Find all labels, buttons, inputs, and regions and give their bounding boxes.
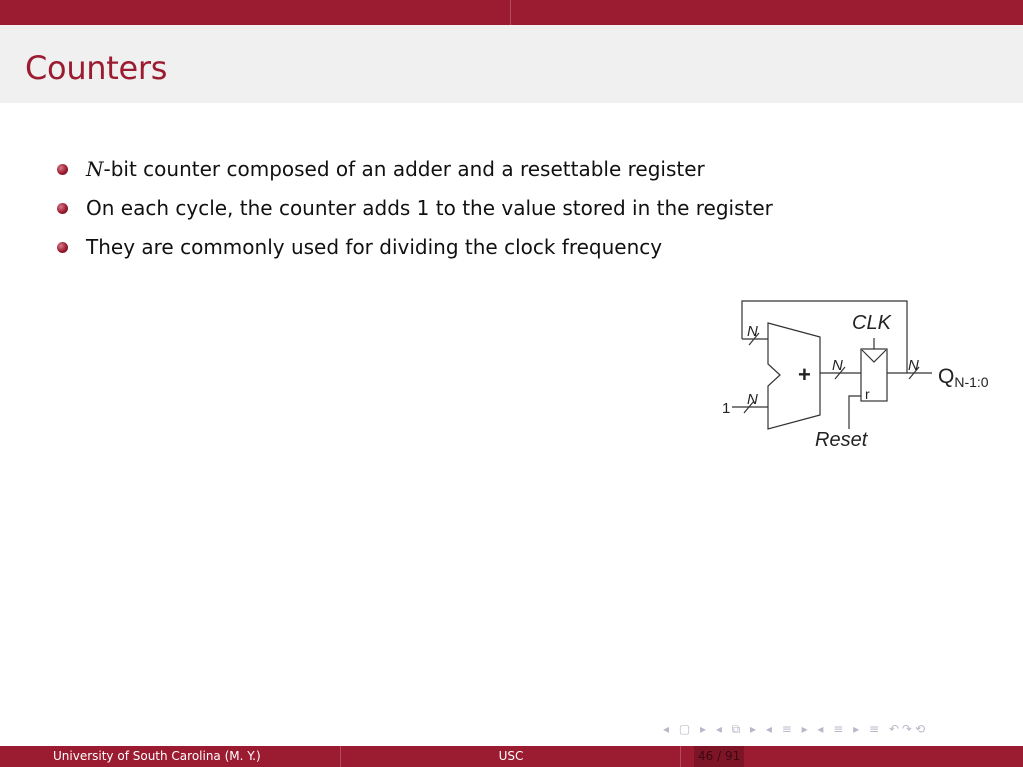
title-bar (0, 25, 1023, 103)
bullet-item (56, 230, 773, 269)
output-label-main: Q (938, 365, 955, 388)
footer-institution: University of South Carolina (M. Y.) (53, 749, 261, 763)
bus-width-label: N (908, 357, 919, 374)
bullet-list (56, 152, 773, 269)
footer-bar (0, 746, 1023, 767)
slide-title: Counters (25, 49, 168, 87)
bullet-text: -bit counter composed of an adder and a resettable register (103, 157, 705, 181)
page-number-wrap (681, 746, 744, 767)
reset-wire (849, 396, 861, 429)
constant-input-label: 1 (722, 400, 731, 417)
bullet-text: On each cycle, the counter adds 1 to the value stored in the register (86, 196, 773, 220)
page-number: 46 / 91 (694, 746, 744, 767)
header-divider (510, 0, 511, 25)
bus-width-label: N (747, 391, 758, 408)
bullet-text: They are commonly used for dividing the clock frequency (86, 235, 663, 259)
footer-short-title: USC (340, 746, 681, 767)
bullet-item (56, 191, 773, 230)
header-bar (0, 0, 1023, 25)
bullet-icon (57, 164, 68, 175)
clk-label: CLK (852, 312, 891, 334)
bus-width-label: N (832, 357, 843, 374)
math-variable: N (86, 157, 104, 181)
adder-plus-symbol: + (798, 362, 811, 387)
navigation-controls[interactable]: ◂ ▢ ▸ ◂ ⧉ ▸ ◂ ≡ ▸ ◂ ≡ ▸ ≡ ↶↷⟲ (663, 722, 929, 736)
bullet-icon (57, 203, 68, 214)
bullet-icon (57, 242, 68, 253)
bus-width-label: N (747, 323, 758, 340)
reset-label: Reset (815, 429, 868, 451)
output-label-subscript: N-1:0 (954, 374, 989, 390)
reset-pin-label: r (865, 386, 870, 402)
footer-page-area (680, 746, 1023, 767)
output-label (938, 365, 989, 390)
bullet-item (56, 152, 773, 191)
adder-block (768, 323, 820, 429)
counter-circuit-diagram (710, 295, 1010, 460)
